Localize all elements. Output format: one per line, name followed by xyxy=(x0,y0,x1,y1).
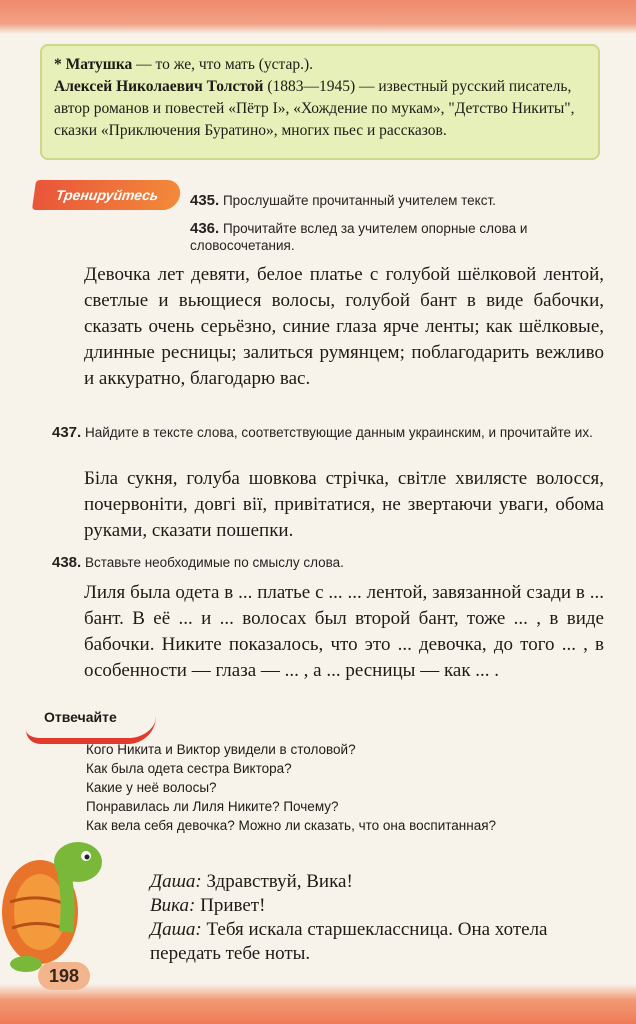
exercise-438-text: Вставьте необходимые по смыслу слова. xyxy=(84,555,344,570)
top-decor-band xyxy=(0,0,636,34)
question-item: Какие у неё волосы? xyxy=(86,780,217,795)
exercise-438-number: 438. xyxy=(52,554,82,571)
dialogue-line xyxy=(150,870,605,894)
dialogue-line xyxy=(150,894,605,918)
bottom-decor-band xyxy=(0,984,636,1024)
question-item: Кого Никита и Виктор увидели в столовой? xyxy=(86,742,356,757)
question-item: Как вела себя девочка? Можно ли сказать, что она воспитанная? xyxy=(86,818,497,833)
dialogue-speaker: Даша: xyxy=(150,919,202,940)
question-item: Понравилась ли Лиля Никите? Почему? xyxy=(86,799,339,814)
exercise-437-number: 437. xyxy=(52,424,82,441)
passage-fill-in: Лиля была одета в ... платье с ... ... лентой, завязанной сзади в ... бант. В её ... и ... волосах был второй бант, тоже ... , в виде бабочки. Никите показалось, что это ... девочка, до того ... , в особенности — глаза — ... , а ... ресницы — как ... . xyxy=(84,582,604,681)
answer-badge: Отвечайте xyxy=(44,709,117,725)
exercise-435-text: Прослушайте прочитанный учителем текст. xyxy=(222,193,496,208)
questions-list xyxy=(86,740,606,835)
exercise-437-text: Найдите в тексте слова, соответствующие данным украинским, и прочитайте их. xyxy=(84,425,593,440)
dialogue xyxy=(150,870,605,966)
train-badge xyxy=(32,180,182,210)
turtle-illustration xyxy=(0,832,120,972)
dialogue-speaker: Вика: xyxy=(150,895,196,916)
footnote-term: * Матушка xyxy=(54,56,133,73)
dialogue-speaker: Даша: xyxy=(150,871,202,892)
footnote-author: Алексей Николаевич Толстой xyxy=(54,78,264,95)
exercise-437 xyxy=(52,424,604,441)
exercise-436 xyxy=(190,220,610,254)
dialogue-text: Здравствуй, Вика! xyxy=(206,871,353,892)
passage-ukrainian: Біла сукня, голуба шовкова стрічка, світле хвилясте волосся, почервоніти, довгі вії, привітатися, не звертаючи уваги, обома руками, сказати пошепки. xyxy=(84,468,604,541)
exercise-435 xyxy=(190,192,610,209)
passage-key-words: Девочка лет девяти, белое платье с голубой шёлковой лентой, светлые и вьющиеся волосы, голубой бант в виде бабочки, сказать очень серьёзно, синие глаза ярче ленты; как шёлковые, длинные ресницы; залиться румянцем; поблагодарить вежливо и аккуратно, благодарю вас. xyxy=(84,264,604,389)
exercise-435-number: 435. xyxy=(190,192,220,209)
exercise-438 xyxy=(52,554,604,571)
footnote-author-bio: (1883—1945) — известный русский писатель, автор романов и повестей «Пётр I», «Хождение по мукам», "Детство Никиты", сказки «Приключения Буратино», многих пьес и рассказов. xyxy=(54,78,575,139)
exercise-436-text: Прочитайте вслед за учителем опорные слова и словосочетания. xyxy=(190,221,528,253)
dialogue-text: Привет! xyxy=(200,895,266,916)
train-badge-label: Тренируйтесь xyxy=(54,187,160,203)
footnote-term-definition: — то же, что мать (устар.). xyxy=(132,56,314,73)
exercise-436-number: 436. xyxy=(190,220,220,237)
dialogue-line xyxy=(150,918,605,966)
footnote-box xyxy=(40,44,600,160)
dialogue-text: Тебя искала старшеклассница. Она хотела передать тебе ноты. xyxy=(150,919,548,964)
question-item: Как была одета сестра Виктора? xyxy=(86,761,292,776)
page-number: 198 xyxy=(38,962,90,990)
